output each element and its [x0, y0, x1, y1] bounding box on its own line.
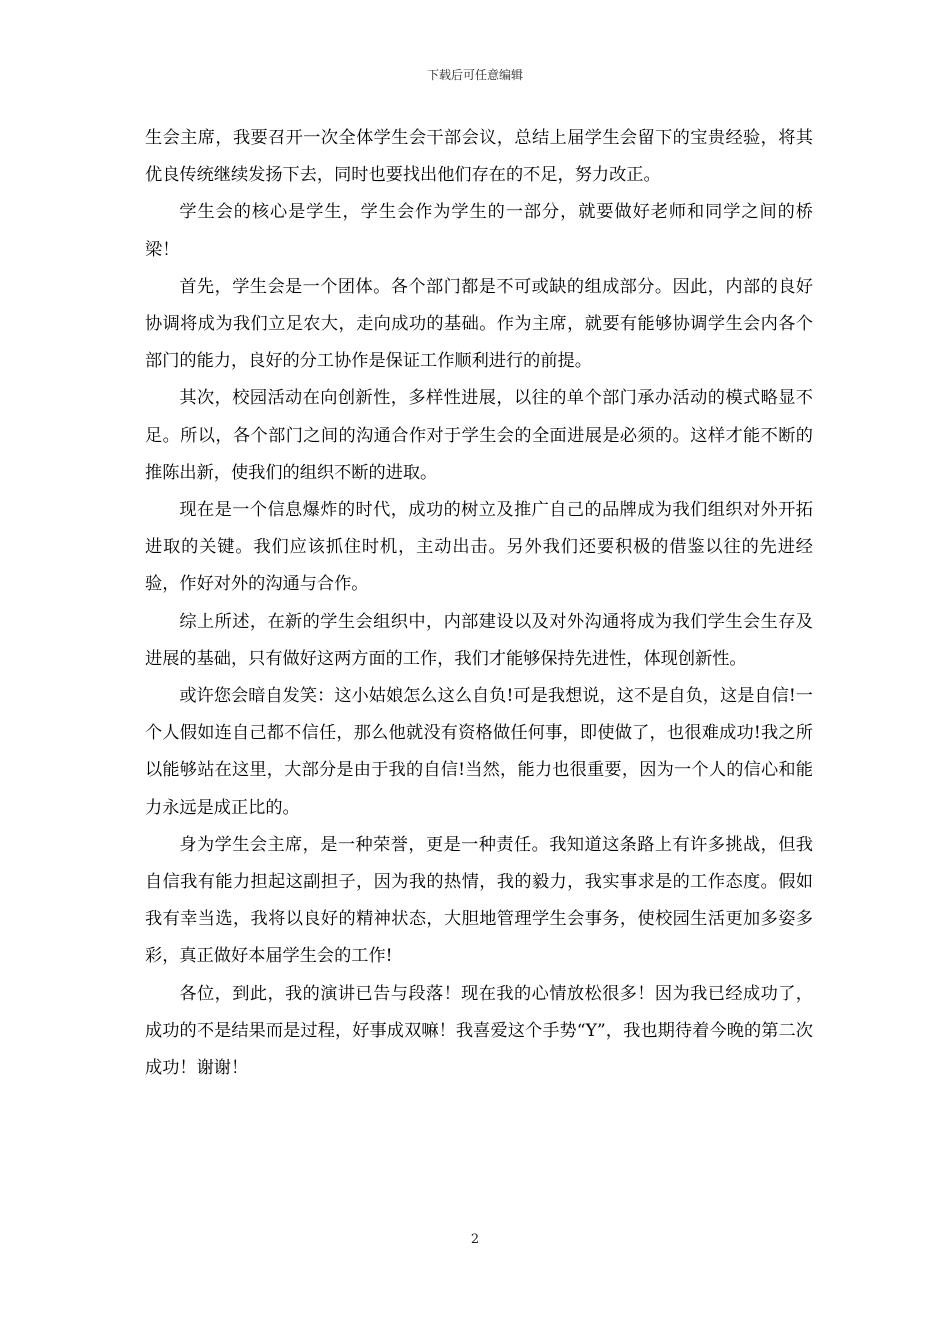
paragraph: 首先，学生会是一个团体。各个部门都是不可或缺的组成部分。因此，内部的良好协调将成为我们立足农大，走向成功的基础。作为主席，就要有能够协调学生会内各个部门的能力，良好的分工协作是保证工作顺利进行的前提。: [145, 276, 813, 372]
paragraph: 综上所述，在新的学生会组织中，内部建设以及对外沟通将成为我们学生会生存及进展的基础，只有做好这两方面的工作，我们才能够保持先进性，体现创新性。: [145, 611, 813, 669]
paragraph: 生会主席，我要召开一次全体学生会干部会议，总结上届学生会留下的宝贵经验，将其优良传统继续发扬下去，同时也要找出他们存在的不足，努力改正。: [145, 128, 813, 186]
paragraph: 或许您会暗自发笑：这小姑娘怎么这么自负!可是我想说，这不是自负，这是自信!一个人假如连自己都不信任，那么他就没有资格做任何事，即使做了，也很难成功!我之所以能够站在这里，大部分是由于我的自信!当然，能力也很重要，因为一个人的信心和能力永远是成正比的。: [145, 686, 813, 818]
page-number: 2: [470, 1232, 480, 1247]
paragraph: 学生会的核心是学生，学生会作为学生的一部分，就要做好老师和同学之间的桥梁！: [145, 202, 813, 260]
paragraph: 现在是一个信息爆炸的时代，成功的树立及推广自己的品牌成为我们组织对外开拓进取的关键。我们应该抓住时机，主动出击。另外我们还要积极的借鉴以往的先进经验，作好对外的沟通与合作。: [145, 500, 813, 595]
document-body: [145, 120, 813, 1087]
page-header: 下载后可任意编辑: [426, 68, 523, 82]
paragraph: 身为学生会主席，是一种荣誉，更是一种责任。我知道这条路上有许多挑战，但我自信我有能力担起这副担子，因为我的热情，我的毅力，我实事求是的工作态度。假如我有幸当选，我将以良好的精神状态，大胆地管理学生会事务，使校园生活更加多姿多彩，真正做好本届学生会的工作!: [145, 834, 813, 967]
paragraph: 其次，校园活动在向创新性，多样性进展，以往的单个部门承办活动的模式略显不足。所以，各个部门之间的沟通合作对于学生会的全面进展是必须的。这样才能不断的推陈出新，使我们的组织不断的进取。: [145, 388, 813, 483]
paragraph: 各位，到此，我的演讲已告与段落！现在我的心情放松很多！因为我已经成功了，成功的不是结果而是过程，好事成双嘛！我喜爱这个手势“Y”，我也期待着今晚的第二次成功！谢谢！: [145, 983, 813, 1079]
